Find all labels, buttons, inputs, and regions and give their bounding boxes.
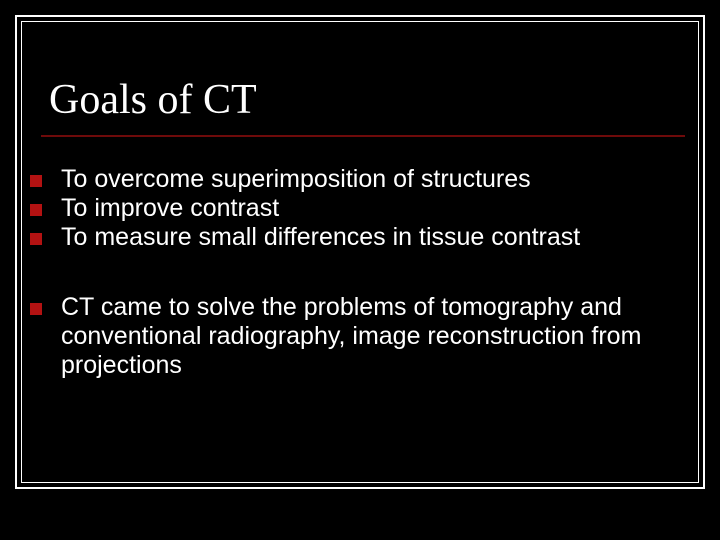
red-square-bullet-icon — [30, 204, 42, 216]
bullet-text: To overcome superimposition of structures — [61, 165, 531, 193]
bullet-item-measure-differences — [27, 223, 667, 252]
slide-title: Goals of CT — [49, 77, 257, 123]
title-underline-rule — [41, 135, 685, 137]
bullet-item-improve-contrast — [27, 194, 667, 223]
red-square-bullet-icon — [30, 175, 42, 187]
bullet-text: CT came to solve the problems of tomography and conventional radiography, image reconstruction from projections — [61, 293, 642, 379]
bullet-text: To measure small differences in tissue contrast — [61, 223, 581, 251]
red-square-bullet-icon — [30, 303, 42, 315]
red-square-bullet-icon — [30, 233, 42, 245]
bullet-list — [27, 165, 667, 380]
bullet-item-ct-purpose — [27, 293, 667, 380]
bullet-item-overcome-superimposition — [27, 165, 667, 194]
bullet-text: To improve contrast — [61, 194, 280, 222]
